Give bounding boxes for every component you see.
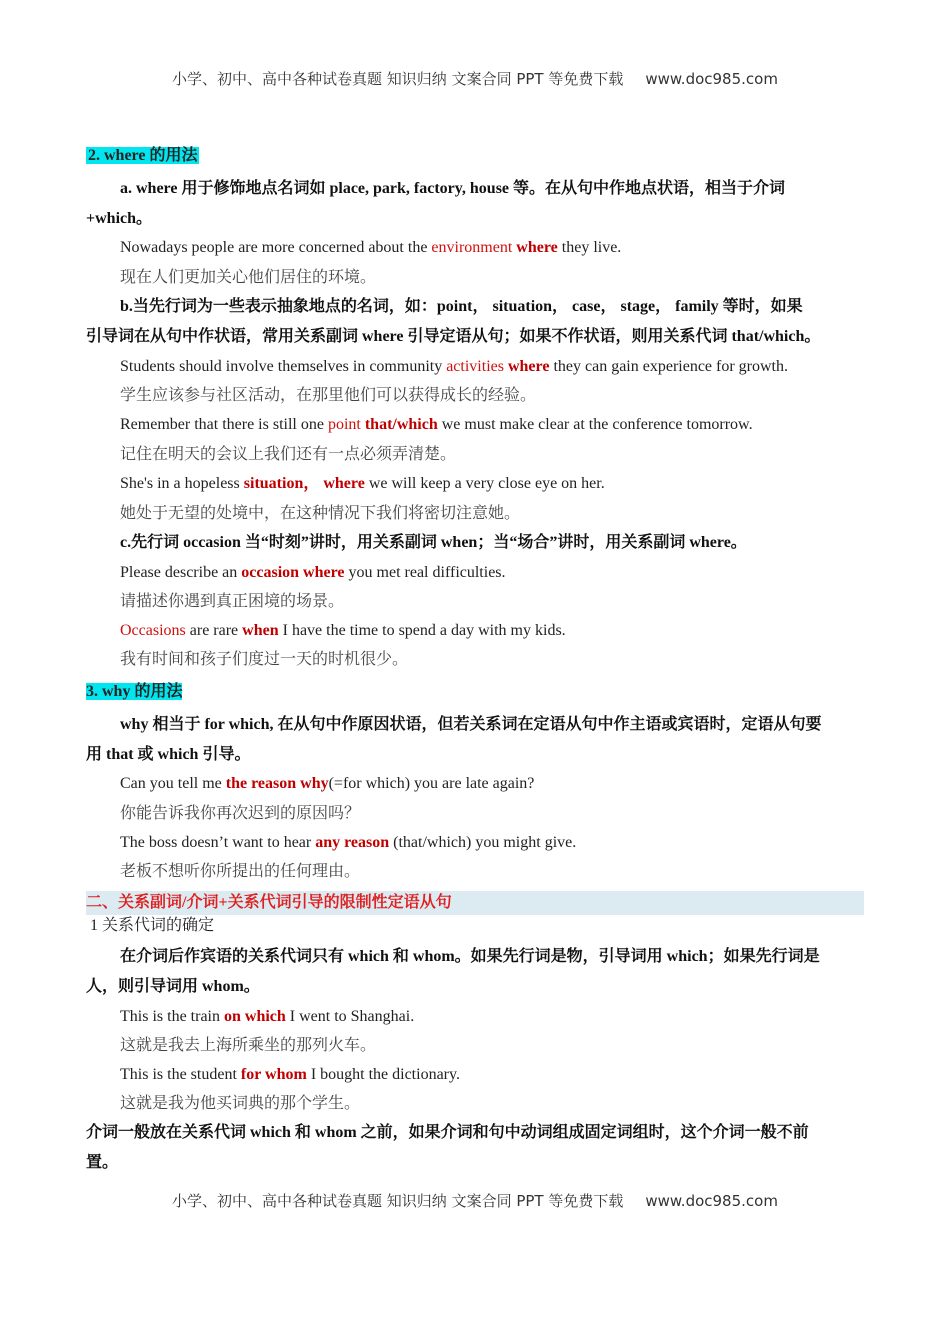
t: are rare — [185, 622, 243, 639]
translation: 记住在明天的会议上我们还有一点必须弄清楚。 — [120, 446, 457, 463]
rule-a-cont: +which。 — [86, 210, 153, 227]
note-cont: 置。 — [86, 1154, 119, 1171]
example — [120, 1061, 864, 1089]
rule-cont: 用 that 或 which 引导。 — [86, 746, 251, 763]
heading-text: 2. where 的用法 — [88, 147, 198, 164]
page-header — [0, 68, 950, 89]
rule-a: a. where 用于修饰地点名词如 place, park, factory, house 等。在从句中作地点状语，相当于介词 — [120, 180, 786, 197]
t: situation， — [243, 475, 320, 492]
page-footer — [0, 1190, 950, 1211]
section-heading-why — [86, 678, 864, 706]
t: where — [503, 358, 550, 375]
t: on which — [223, 1008, 286, 1025]
translation: 现在人们更加关心他们居住的环境。 — [120, 269, 377, 286]
rule-cont: 人，则引导词用 whom。 — [86, 978, 260, 995]
example — [120, 617, 864, 645]
t: we must make clear at the conference tomorrow. — [437, 416, 753, 433]
t: This is the student — [120, 1066, 241, 1083]
example — [120, 1003, 864, 1031]
example — [120, 411, 864, 439]
t: the reason why — [225, 775, 329, 792]
example — [120, 770, 864, 798]
translation: 这就是我去上海所乘坐的那列火车。 — [120, 1037, 377, 1054]
t: I have the time to spend a day with my kids. — [278, 622, 566, 639]
t: where — [323, 475, 365, 492]
t: (that/which) you might give. — [389, 834, 577, 851]
header-text: 小学、初中、高中各种试卷真题 知识归纳 文案合同 PPT 等免费下载 — [172, 70, 624, 88]
translation: 她处于无望的处境中，在这种情况下我们将密切注意她。 — [120, 505, 521, 522]
footer-url[interactable]: www.doc985.com — [645, 1192, 778, 1210]
rule-b: b.当先行词为一些表示抽象地点的名词，如：point， situation， case， stage， family 等时，如果 — [120, 298, 803, 315]
rule: why 相当于 for which, 在从句中作原因状语，但若关系词在定语从句中作主语或宾语时，定语从句要 — [120, 716, 822, 733]
example — [120, 559, 864, 587]
t: activities — [446, 358, 504, 375]
t: any reason — [315, 834, 390, 851]
t: for whom — [240, 1066, 307, 1083]
t: Please describe an — [120, 564, 242, 581]
t: you met real difficulties. — [344, 564, 506, 581]
t: we will keep a very close eye on her. — [364, 475, 605, 492]
part-heading: 二、关系副词/介词+关系代词引导的限制性定语从句 — [86, 891, 864, 915]
t: they can gain experience for growth. — [549, 358, 788, 375]
t: I bought the dictionary. — [306, 1066, 460, 1083]
t: occasion where — [241, 564, 345, 581]
footer-text: 小学、初中、高中各种试卷真题 知识归纳 文案合同 PPT 等免费下载 — [172, 1192, 624, 1210]
t: Occasions — [120, 622, 186, 639]
t: environment — [431, 239, 513, 256]
t: when — [242, 622, 279, 639]
t: Remember that there is still one — [120, 416, 328, 433]
t: point — [327, 416, 361, 433]
t: (=for which) you are late again? — [328, 775, 535, 792]
translation: 老板不想听你所提出的任何理由。 — [120, 863, 361, 880]
subheading: 1 关系代词的确定 — [90, 917, 215, 934]
example — [120, 470, 864, 498]
example — [120, 829, 864, 857]
heading-text: 3. why 的用法 — [86, 683, 183, 700]
t: This is the train — [120, 1008, 224, 1025]
t: where — [512, 239, 558, 256]
t: I went to Shanghai. — [285, 1008, 415, 1025]
t: that/which — [360, 416, 438, 433]
translation: 请描述你遇到真正困境的场景。 — [120, 593, 345, 610]
t: She's in a hopeless — [120, 475, 244, 492]
translation: 学生应该参与社区活动，在那里他们可以获得成长的经验。 — [120, 387, 537, 404]
translation: 你能告诉我你再次迟到的原因吗？ — [120, 805, 361, 822]
t: Can you tell me — [120, 775, 226, 792]
rule-c: c.先行词 occasion 当“时刻”讲时，用关系副词 when；当“场合”讲时，用关系副词 where。 — [120, 534, 747, 551]
rule: 在介词后作宾语的关系代词只有 which 和 whom。如果先行词是物，引导词用 which；如果先行词是 — [120, 948, 820, 965]
translation: 我有时间和孩子们度过一天的时机很少。 — [120, 651, 409, 668]
t: Nowadays people are more concerned about the — [120, 239, 432, 256]
translation: 这就是我为他买词典的那个学生。 — [120, 1095, 361, 1112]
header-url[interactable]: www.doc985.com — [645, 70, 778, 88]
section-heading-where — [86, 142, 864, 170]
t: The boss doesn’t want to hear — [120, 834, 316, 851]
rule-b-cont: 引导词在从句中作状语，常用关系副词 where 引导定语从句；如果不作状语，则用关系代词 that/which。 — [86, 328, 821, 345]
example — [120, 234, 864, 262]
example — [120, 353, 864, 381]
note: 介词一般放在关系代词 which 和 whom 之前，如果介词和句中动词组成固定词组时，这个介词一般不前 — [86, 1124, 809, 1141]
t: Students should involve themselves in community — [120, 358, 447, 375]
t: they live. — [557, 239, 622, 256]
